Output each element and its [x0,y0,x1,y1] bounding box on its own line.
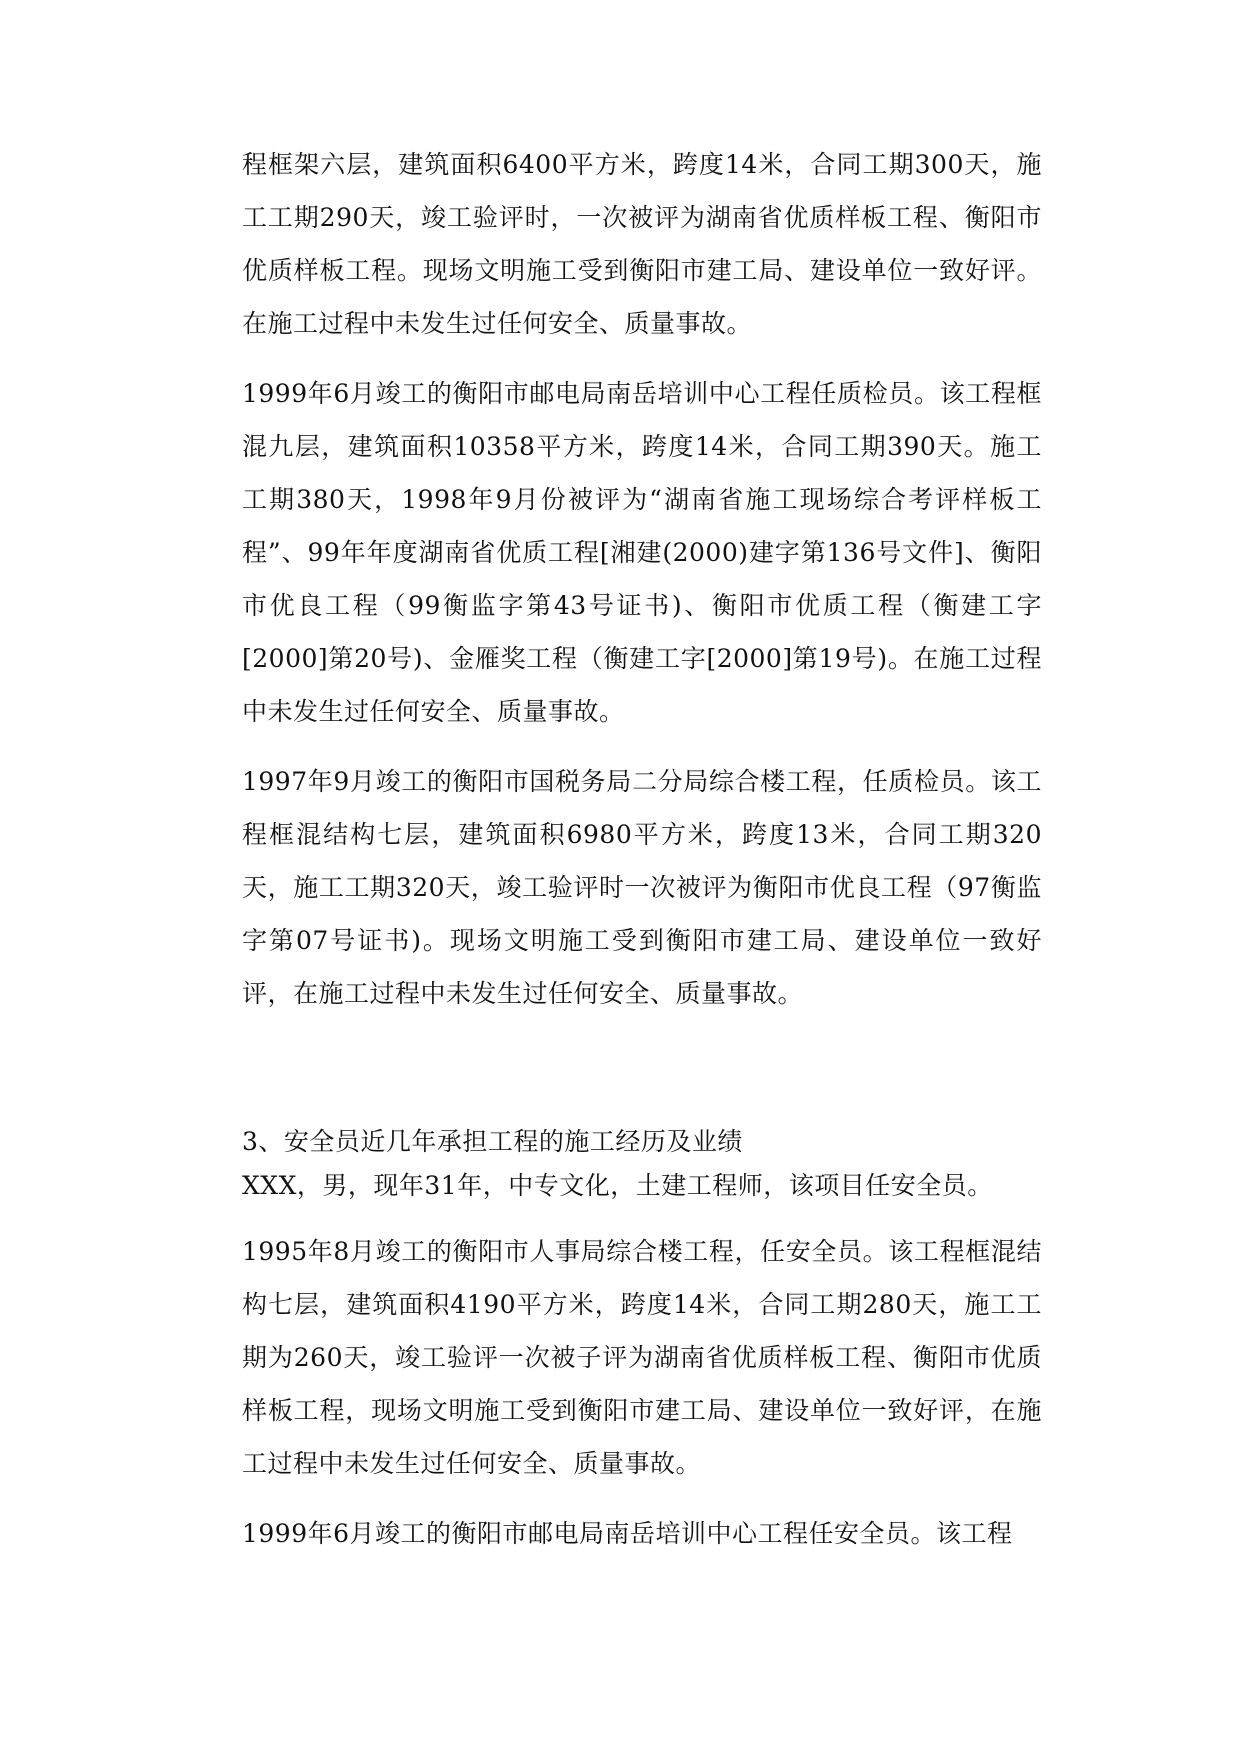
section-gap [242,1020,1042,1120]
paragraph-qc-project-continued: 程框架六层，建筑面积6400平方米，跨度14米，合同工期300天，施工工期290天，竣工验评时，一次被评为湖南省优质样板工程、衡阳市优质样板工程。现场文明施工受到衡阳市建工局、建设单位一致好评。在施工过程中未发生过任何安全、质量事故。 [242,150,1042,338]
paragraph-gap [242,1208,1042,1225]
paragraph-safety-nanyue-training-center: 1999年6月竣工的衡阳市邮电局南岳培训中心工程任安全员。该工程 [242,1519,1013,1548]
paragraph-qc-nanyue-training-center: 1999年6月竣工的衡阳市邮电局南岳培训中心工程任质检员。该工程框混九层，建筑面积10358平方米，跨度14米，合同工期390天。施工工期380天，1998年9月份被评为“湖南省施工现场综合考评样板工程”、99年年度湖南省优质工程[湘建(2000)建字第136号文件]、衡阳市优良工程（99衡监字第43号证书)、衡阳市优质工程（衡建工字[2000]第20号)、金雁奖工程（衡建工字[2000]第19号)。在施工过程中未发生过任何安全、质量事故。 [242,379,1042,726]
paragraph-gap [242,1490,1042,1507]
safety-officer-profile: XXX，男，现年31年，中专文化，土建工程师，该项目任安全员。 [242,1171,993,1200]
paragraph-qc-tax-bureau-building: 1997年9月竣工的衡阳市国税务局二分局综合楼工程，任质检员。该工程框混结构七层，建筑面积6980平方米，跨度13米，合同工期320天，施工工期320天，竣工验评时一次被评为衡阳市优良工程（97衡监字第07号证书)。现场文明施工受到衡阳市建工局、建设单位一致好评，在施工过程中未发生过任何安全、质量事故。 [242,767,1042,1008]
paragraph-gap [242,350,1042,367]
document-body [242,138,1042,1560]
paragraph-gap [242,738,1042,755]
section-heading: 3、安全员近几年承担工程的施工经历及业绩 [242,1127,743,1156]
paragraph-safety-personnel-bureau-building: 1995年8月竣工的衡阳市人事局综合楼工程，任安全员。该工程框混结构七层，建筑面积4190平方米，跨度14米，合同工期280天，施工工期为260天，竣工验评一次被子评为湖南省优质样板工程、衡阳市优质样板工程，现场文明施工受到衡阳市建工局、建设单位一致好评，在施工过程中未发生过任何安全、质量事故。 [242,1237,1042,1478]
